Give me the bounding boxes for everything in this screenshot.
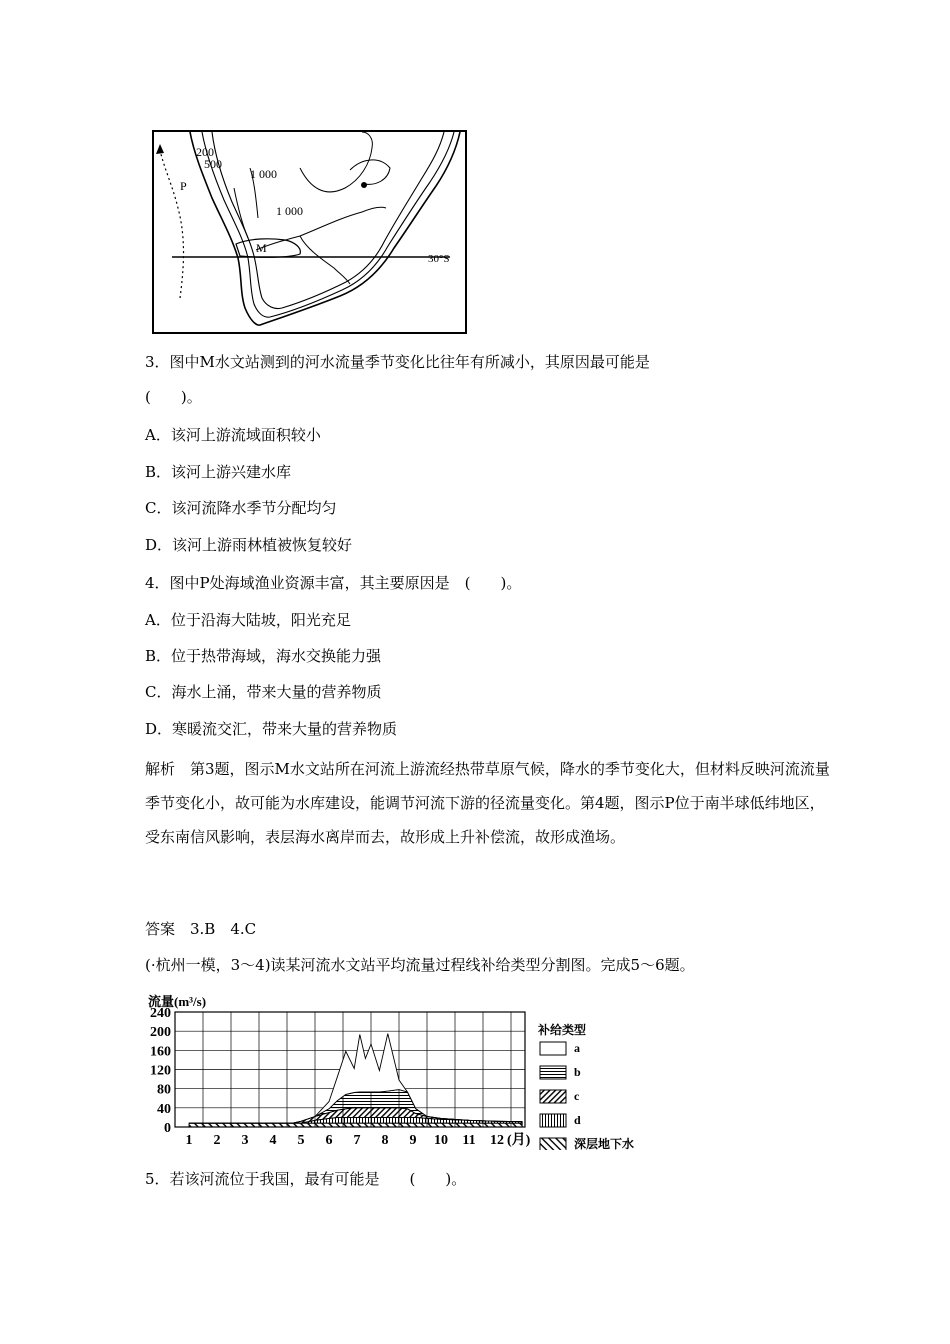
southern-africa-map <box>150 128 470 336</box>
q3-option-b: B．该河上游兴建水库 <box>145 463 292 481</box>
legend-swatch-deep <box>540 1138 566 1150</box>
area-series-deep <box>189 1123 522 1127</box>
label-p: P <box>180 179 187 193</box>
q4-option-d: D．寒暖流交汇，带来大量的营养物质 <box>145 720 398 738</box>
chart-ylabel: 流量(m³/s) <box>148 994 207 1009</box>
legend-title: 补给类型 <box>538 1023 587 1037</box>
x-tick-label: 5 <box>297 1133 305 1148</box>
x-tick-label: 10 <box>434 1133 448 1148</box>
q3-option-c: C．该河流降水季节分配均匀 <box>145 499 337 517</box>
q3-blank: ( )。 <box>145 388 202 406</box>
legend-swatch-a <box>540 1042 566 1055</box>
intro-q5-6: (·杭州一模，3～4)读某河流水文站平均流量过程线补给类型分割图。完成5～6题。 <box>145 956 695 974</box>
x-tick-label: 2 <box>213 1133 221 1148</box>
label-500: 500 <box>204 157 222 171</box>
x-tick-label: 9 <box>409 1133 417 1148</box>
x-tick-label: 12 <box>490 1133 504 1148</box>
x-tick-label: 1 <box>185 1133 193 1148</box>
x-tick-label: 3 <box>241 1133 249 1148</box>
x-unit-label: (月) <box>507 1133 531 1148</box>
legend-swatch-d <box>540 1114 566 1127</box>
flow-chart <box>140 990 660 1150</box>
x-tick-label: 8 <box>381 1133 389 1148</box>
x-tick-label: 7 <box>353 1133 361 1148</box>
city-dot <box>361 182 367 188</box>
legend-label-a: a <box>574 1041 580 1055</box>
q4-option-b: B．位于热带海域，海水交换能力强 <box>145 647 382 665</box>
x-tick-label: 4 <box>269 1133 277 1148</box>
q4-option-c: C．海水上涌，带来大量的营养物质 <box>145 683 382 701</box>
y-tick-label: 0 <box>164 1121 171 1136</box>
legend-label-b: b <box>574 1065 581 1079</box>
label-30s: 30°S <box>428 253 450 265</box>
legend-label-deep: 深层地下水 <box>574 1137 635 1150</box>
q3-option-a: A．该河上游流域面积较小 <box>145 426 321 444</box>
legend-label-d: d <box>574 1113 581 1127</box>
q5-stem: 5．若该河流位于我国，最有可能是 ( )。 <box>145 1170 467 1188</box>
q4-stem: 4．图中P处海域渔业资源丰富，其主要原因是 ( )。 <box>145 574 522 592</box>
x-tick-label: 6 <box>325 1133 333 1148</box>
analysis-text: 解析 第3题，图示M水文站所在河流上游流经热带草原气候，降水的季节变化大，但材料反映河流流量季节变化小，故可能为水库建设，能调节河流下游的径流量变化。第4题，图示P位于南半球低纬地区，受东南信风影响，表层海水离岸而去，故形成上升补偿流，故形成渔场。 <box>145 760 830 846</box>
answer-text: 答案 3.B 4.C <box>145 920 257 938</box>
q3-stem: 3．图中M水文站测到的河水流量季节变化比往年有所减小，其原因最可能是 <box>145 353 650 371</box>
legend-swatch-b <box>540 1066 566 1079</box>
legend-swatch-c <box>540 1090 566 1103</box>
label-200: 200 <box>196 145 214 159</box>
legend-label-c: c <box>574 1089 580 1103</box>
label-1000a: 1 000 <box>250 167 277 181</box>
x-tick-label: 11 <box>462 1133 476 1148</box>
y-tick-label: 160 <box>150 1044 171 1060</box>
y-tick-label: 120 <box>150 1063 171 1079</box>
q4-option-a: A．位于沿海大陆坡，阳光充足 <box>145 611 351 629</box>
y-tick-label: 40 <box>157 1101 171 1117</box>
y-tick-label: 240 <box>150 1006 171 1021</box>
y-tick-label: 80 <box>157 1082 171 1098</box>
y-tick-label: 200 <box>150 1025 171 1041</box>
label-1000b: 1 000 <box>276 204 303 218</box>
q3-option-d: D．该河上游雨林植被恢复较好 <box>145 536 353 554</box>
label-m: M <box>256 241 267 255</box>
